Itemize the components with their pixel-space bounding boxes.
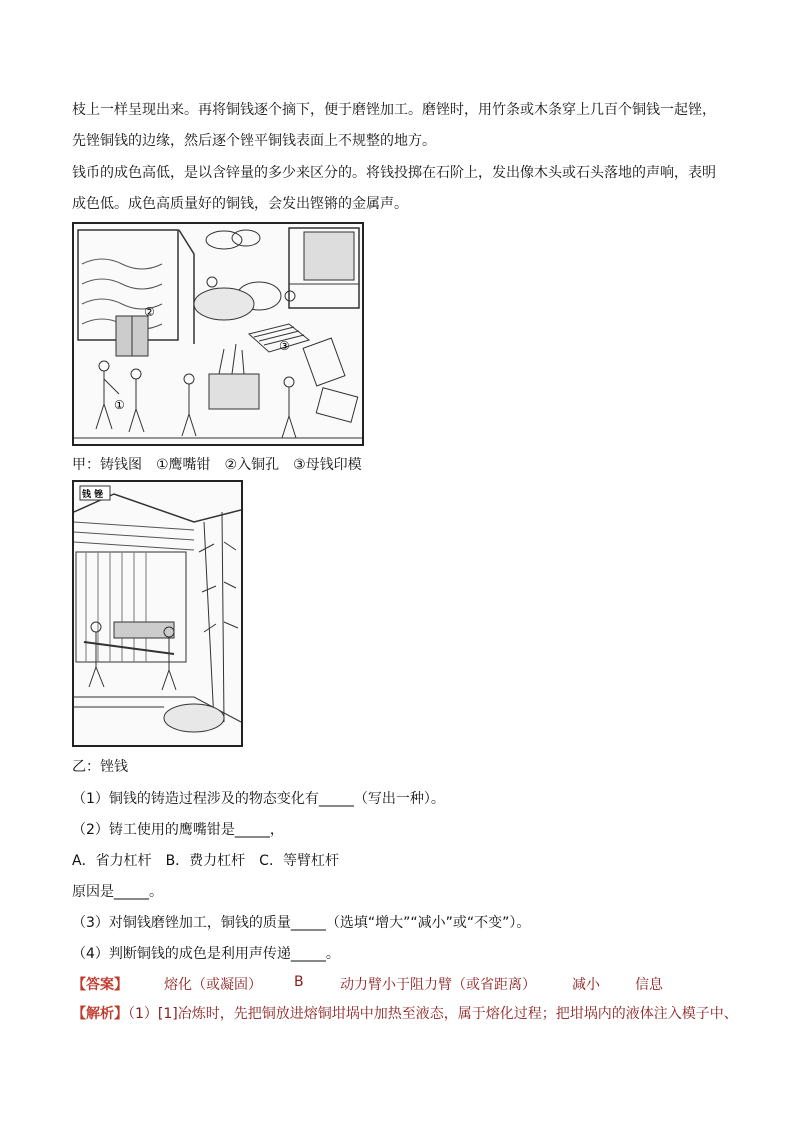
question-1: （1）铜钱的铸造过程涉及的物态变化有_____（写出一种）。	[72, 791, 445, 807]
question-2-options: A．省力杠杆 B．费力杠杆 C．等臂杠杆	[72, 853, 339, 869]
question-3: （3）对铜钱磨锉加工，铜钱的质量_____（选填“增大”“减小”或“不变”）。	[72, 915, 531, 931]
figure-b-title-stamp: 钱 锉	[82, 490, 104, 500]
figure-casting-illustration	[72, 222, 364, 446]
question-2: （2）铸工使用的鹰嘴钳是_____，	[72, 822, 284, 838]
answer-row	[72, 974, 732, 996]
analysis-text: （1）[1]冶炼时，先把铜放进熔铜坩埚中加热至液态，属于熔化过程；把坩埚内的液体注入模子中、	[128, 1006, 738, 1022]
answer-1: 熔化（或凝固）	[164, 977, 262, 993]
figure-a-caption: 甲：铸钱图 ①鹰嘴钳 ②入铜孔 ③母钱印模	[72, 457, 362, 473]
answer-2: B	[294, 974, 304, 990]
paragraph-1-line-2: 先锉铜钱的边缘，然后逐个锉平铜钱表面上不规整的地方。	[72, 133, 436, 149]
figure-label-2: ②	[144, 305, 155, 319]
answer-3: 动力臂小于阻力臂（或省距离）	[340, 977, 536, 993]
filing-scene-drawing	[74, 482, 241, 745]
casting-scene-drawing	[74, 224, 362, 444]
answer-5: 信息	[635, 977, 663, 993]
paragraph-2-line-1: 钱币的成色高低，是以含锌量的多少来区分的。将钱投掷在石阶上，发出像木头或石头落地的声响，表明	[72, 165, 716, 181]
figure-filing-illustration	[72, 480, 243, 747]
figure-label-1: ①	[114, 398, 125, 412]
figure-label-3: ③	[279, 339, 290, 353]
answer-4: 减小	[572, 977, 600, 993]
analysis-line	[72, 1003, 738, 1023]
answer-tag: 【答案】	[72, 977, 128, 993]
question-4: （4）判断铜钱的成色是利用声传递_____。	[72, 946, 340, 962]
paragraph-2-line-2: 成色低。成色高质量好的铜钱，会发出铿锵的金属声。	[72, 196, 408, 212]
question-2-reason: 原因是_____。	[72, 884, 163, 900]
figure-b-caption: 乙：锉钱	[72, 759, 128, 775]
paragraph-1-line-1: 枝上一样呈现出来。再将铜钱逐个摘下，便于磨锉加工。磨锉时，用竹条或木条穿上几百个铜钱一起锉，	[72, 102, 716, 118]
analysis-tag: 【解析】	[72, 1006, 128, 1022]
